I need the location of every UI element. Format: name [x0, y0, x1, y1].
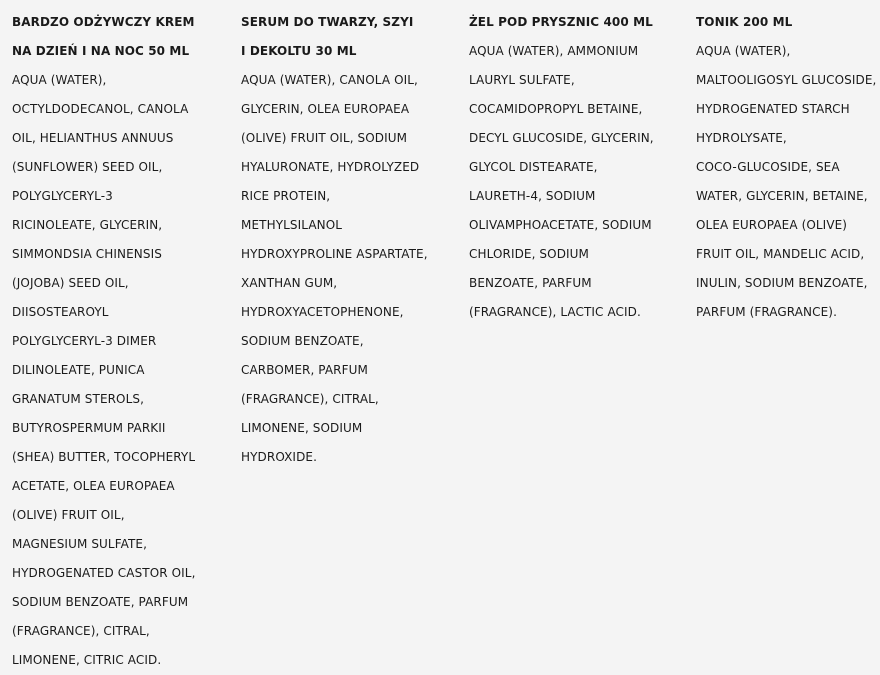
ingredient-line: MALTOOLIGOSYL GLUCOSIDE, — [696, 73, 877, 87]
product-column-serum — [241, 8, 463, 472]
product-column-cream — [12, 8, 234, 675]
ingredient-line: HYDROXYACETOPHENONE, — [241, 305, 404, 319]
ingredient-line: SIMMONDSIA CHINENSIS — [12, 247, 162, 261]
ingredient-line: HYDROXIDE. — [241, 450, 318, 464]
ingredient-line: OLEA EUROPAEA (OLIVE) — [696, 218, 848, 232]
ingredient-line: OCTYLDODECANOL, CANOLA — [12, 102, 189, 116]
ingredient-line: MAGNESIUM SULFATE, — [12, 537, 148, 551]
product-title: NA DZIEŃ I NA NOC 50 ML — [12, 44, 190, 58]
ingredient-line: PARFUM (FRAGRANCE). — [696, 305, 837, 319]
ingredient-line: LAURETH-4, SODIUM — [469, 189, 596, 203]
product-title: ŻEL POD PRYSZNIC 400 ML — [469, 15, 653, 29]
ingredient-line: FRUIT OIL, MANDELIC ACID, — [696, 247, 865, 261]
product-title: BARDZO ODŻYWCZY KREM — [12, 15, 195, 29]
ingredient-line: SODIUM BENZOATE, — [241, 334, 364, 348]
ingredient-line: DECYL GLUCOSIDE, GLYCERIN, — [469, 131, 654, 145]
ingredient-line: AQUA (WATER), AMMONIUM — [469, 44, 639, 58]
ingredient-line: GLYCERIN, OLEA EUROPAEA — [241, 102, 410, 116]
ingredient-line: (SHEA) BUTTER, TOCOPHERYL — [12, 450, 196, 464]
ingredient-line: HYDROXYPROLINE ASPARTATE, — [241, 247, 428, 261]
product-title: TONIK 200 ML — [696, 15, 793, 29]
ingredient-line: HYDROLYSATE, — [696, 131, 787, 145]
ingredient-line: (OLIVE) FRUIT OIL, — [12, 508, 125, 522]
ingredient-line: POLYGLYCERYL-3 DIMER — [12, 334, 157, 348]
ingredient-line: LIMONENE, CITRIC ACID. — [12, 653, 162, 667]
ingredient-line: (FRAGRANCE), CITRAL, — [241, 392, 379, 406]
ingredient-line: COCAMIDOPROPYL BETAINE, — [469, 102, 643, 116]
ingredient-line: (FRAGRANCE), CITRAL, — [12, 624, 150, 638]
ingredient-line: XANTHAN GUM, — [241, 276, 338, 290]
ingredient-line: OIL, HELIANTHUS ANNUUS — [12, 131, 174, 145]
ingredient-line: HYDROGENATED STARCH — [696, 102, 850, 116]
product-title: SERUM DO TWARZY, SZYI — [241, 15, 414, 29]
ingredient-line: (JOJOBA) SEED OIL, — [12, 276, 129, 290]
ingredient-line: LIMONENE, SODIUM — [241, 421, 363, 435]
ingredient-line: GLYCOL DISTEARATE, — [469, 160, 598, 174]
ingredient-line: RICE PROTEIN, — [241, 189, 331, 203]
ingredient-line: CARBOMER, PARFUM — [241, 363, 368, 377]
ingredient-line: (SUNFLOWER) SEED OIL, — [12, 160, 163, 174]
ingredient-line: HYALURONATE, HYDROLYZED — [241, 160, 420, 174]
ingredient-line: OLIVAMPHOACETATE, SODIUM — [469, 218, 652, 232]
ingredient-line: HYDROGENATED CASTOR OIL, — [12, 566, 196, 580]
ingredient-line: WATER, GLYCERIN, BETAINE, — [696, 189, 868, 203]
ingredient-line: (FRAGRANCE), LACTIC ACID. — [469, 305, 641, 319]
ingredient-line: RICINOLEATE, GLYCERIN, — [12, 218, 163, 232]
ingredient-line: DIISOSTEAROYL — [12, 305, 109, 319]
ingredient-line: POLYGLYCERYL-3 — [12, 189, 113, 203]
ingredient-line: COCO-GLUCOSIDE, SEA — [696, 160, 840, 174]
ingredient-line: CHLORIDE, SODIUM — [469, 247, 590, 261]
ingredient-line: BUTYROSPERMUM PARKII — [12, 421, 166, 435]
ingredient-line: ACETATE, OLEA EUROPAEA — [12, 479, 175, 493]
product-title: I DEKOLTU 30 ML — [241, 44, 357, 58]
ingredient-line: AQUA (WATER), — [696, 44, 791, 58]
product-column-tonic — [696, 8, 880, 327]
ingredient-line: DILINOLEATE, PUNICA — [12, 363, 145, 377]
ingredient-line: INULIN, SODIUM BENZOATE, — [696, 276, 868, 290]
ingredient-line: GRANATUM STEROLS, — [12, 392, 145, 406]
ingredient-line: BENZOATE, PARFUM — [469, 276, 592, 290]
ingredient-line: METHYLSILANOL — [241, 218, 343, 232]
ingredient-line: AQUA (WATER), CANOLA OIL, — [241, 73, 418, 87]
ingredient-line: (OLIVE) FRUIT OIL, SODIUM — [241, 131, 408, 145]
product-column-shower-gel — [469, 8, 691, 327]
ingredient-line: LAURYL SULFATE, — [469, 73, 575, 87]
ingredient-line: SODIUM BENZOATE, PARFUM — [12, 595, 189, 609]
ingredient-line: AQUA (WATER), — [12, 73, 107, 87]
